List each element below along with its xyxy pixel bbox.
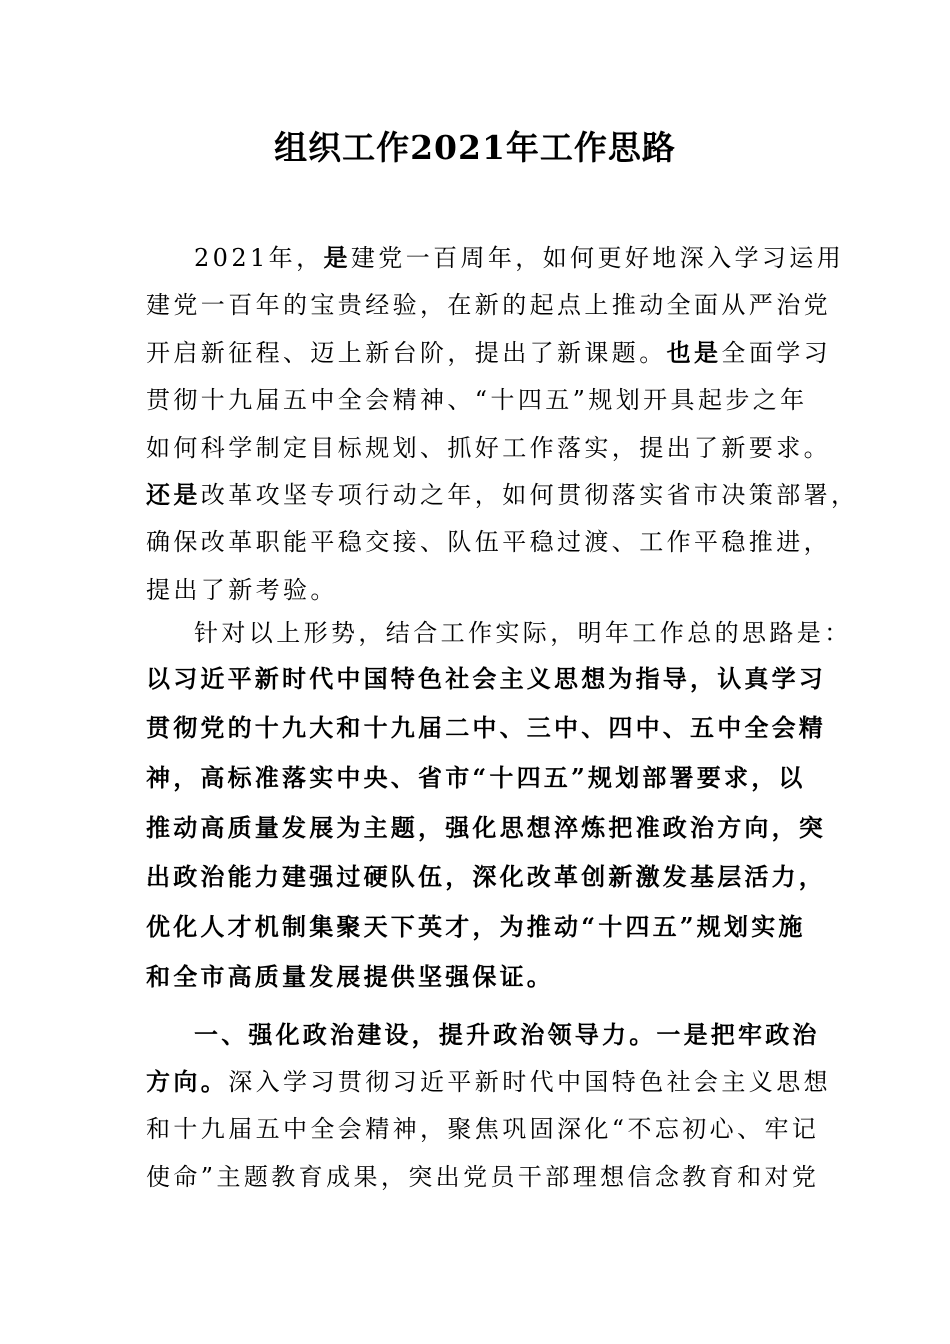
text-run: 深入学习贯彻习近平新时代中国特色社会主义思想 (228, 1068, 832, 1096)
text-run: 全面学习 (721, 339, 832, 367)
text-line (146, 1065, 831, 1099)
text-line: 建党一百年的宝贵经验，在新的起点上推动全面从严治党 (146, 291, 831, 319)
text-line: 提出了新考验。 (146, 576, 338, 604)
text-run: 2021年， (194, 244, 324, 272)
text-line: 确保改革职能平稳交接、队伍平稳过渡、工作平稳推进， (146, 528, 831, 556)
emphasis-run: 方向。 (146, 1067, 229, 1096)
text-line: 贯彻十九届五中全会精神、“十四五”规划开具起步之年 (146, 386, 808, 414)
text-line-bold: 以习近平新时代中国特色社会主义思想为指导，认真学习 (146, 664, 826, 693)
text-line: 针对以上形势，结合工作实际，明年工作总的思路是： (194, 619, 852, 647)
text-line-bold: 和全市高质量发展提供坚强保证。 (146, 962, 554, 991)
text-line: 如何科学制定目标规划、抓好工作落实，提出了新要求。 (146, 434, 831, 462)
emphasis-run: 还是 (146, 480, 201, 509)
text-run: 开启新征程、迈上新台阶，提出了新课题。 (146, 339, 667, 367)
text-line-bold: 优化人才机制集聚天下英才，为推动“十四五”规划实施 (146, 912, 806, 941)
document-title: 组织工作2021年工作思路 (274, 128, 676, 167)
text-run: 建党一百周年，如何更好地深入学习运用 (350, 244, 845, 272)
section-heading: 一、强化政治建设，提升政治领导力。一是把牢政治 (194, 1020, 820, 1049)
text-run: 改革攻坚专项行动之年，如何贯彻落实省市决策部署， (200, 481, 859, 509)
text-line-bold: 贯彻党的十九大和十九届二中、三中、四中、五中全会精 (146, 713, 826, 742)
text-line-bold: 神，高标准落实中央、省市“十四五”规划部署要求，以 (146, 763, 806, 792)
text-line-bold: 出政治能力建强过硬队伍，深化改革创新激发基层活力， (146, 862, 826, 891)
text-line (146, 336, 831, 370)
emphasis-run: 是 (323, 243, 351, 272)
text-line: 使命”主题教育成果，突出党员干部理想信念教育和对党 (146, 1163, 820, 1191)
text-line: 和十九届五中全会精神，聚焦巩固深化“不忘初心、牢记 (146, 1115, 820, 1143)
text-line-bold: 推动高质量发展为主题，强化思想淬炼把准政治方向，突 (146, 813, 826, 842)
text-line (194, 241, 844, 275)
emphasis-run: 也是 (666, 338, 722, 367)
text-line (146, 478, 858, 512)
